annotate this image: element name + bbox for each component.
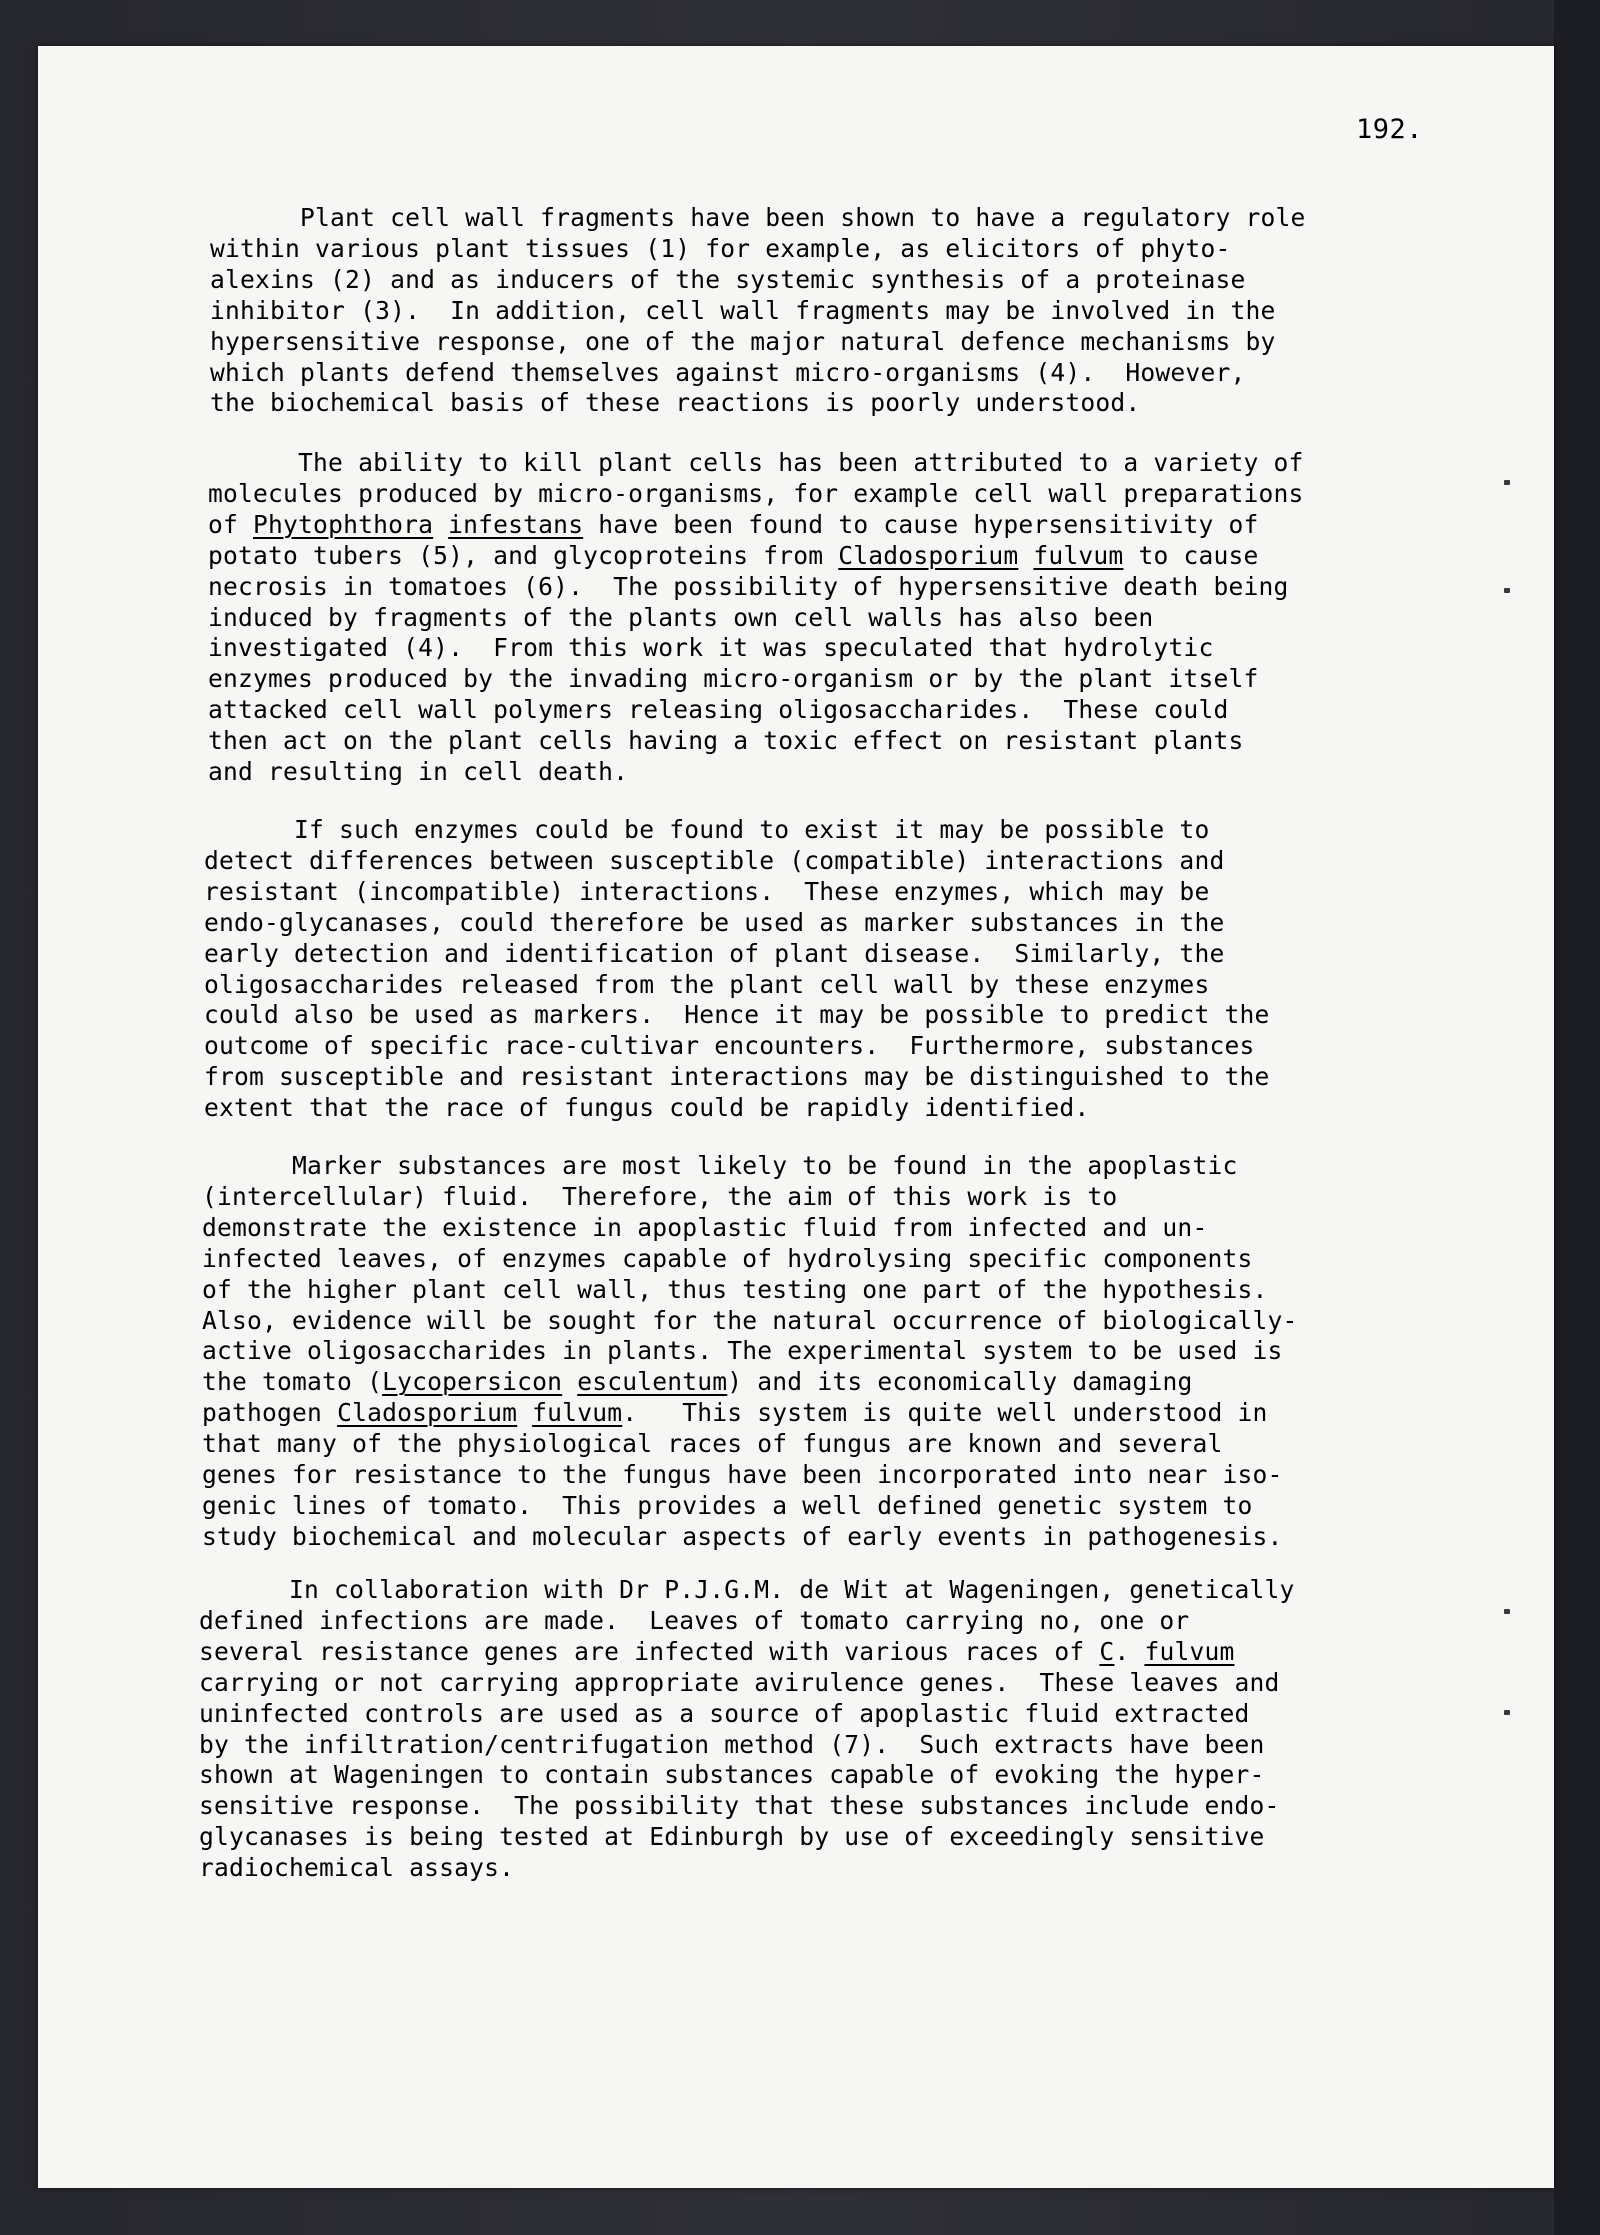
species-name-fulvum: fulvum [1144,1636,1235,1666]
margin-mark [1504,1609,1510,1614]
paragraph-4: Marker substances are most likely to be found in the apoplastic (intercellular) fluid. Therefore, the aim of this work is to demonstrate the existence in apoplastic fluid from infected and un- infected leaves, of enzymes capable of hydrolysing specific components of the higher plant cell wall, thus testing one part of the hypothesis. Also, evidence will be sought for the natural occurrence of biologically- active oligosaccharides in plants. The experimental system to be used is the tomato (Lycopersicon esculentum) and its economically damaging pathogen Cladosporium fulvum. This system is quite well understood in that many of the physiological races of fungus are known and several genes for resistance to the fungus have been incorporated into near iso- genic lines of tomato. This provides a well defined genetic system to study biochemical and molecular aspects of early events in pathogenesis. [202,1151,1298,1551]
scan-edge-strip [1554,0,1600,2235]
species-genus-c: C [1099,1636,1115,1666]
margin-mark [1504,588,1510,593]
species-name-fulvum: fulvum [532,1398,623,1428]
species-name-infestans: infestans [448,509,584,539]
species-genus-lycopersicon: Lycopersicon [382,1367,563,1397]
species-genus-phytophthora: Phytophthora [253,509,434,539]
page-number: 192. [1356,114,1424,145]
species-name-esculentum: esculentum [577,1367,728,1397]
paragraph-2: The ability to kill plant cells has been attributed to a variety of molecules produced by micro-organisms, for example cell wall preparations of Phytophthora infestans have been found to cause hypersensitivity of potato tubers (5), and glycoproteins from Cladosporium fulvum to cause necrosis in tomatoes (6). The possibility of hypersensitive death being induced by fragments of the plants own cell walls has also been investigated (4). From this work it was speculated that hydrolytic enzymes produced by the invading micro-organism or by the plant itself attacked cell wall polymers releasing oligosaccharides. These could then act on the plant cells having a toxic effect on resistant plants and resulting in cell death. [208,448,1304,787]
species-genus-cladosporium: Cladosporium [337,1398,518,1428]
margin-mark [1504,480,1510,485]
margin-mark [1504,1710,1510,1715]
paragraph-1: Plant cell wall fragments have been shown to have a regulatory role within various plant tissues (1) for example, as elicitors of phyto- alexins (2) and as inducers of the systemic synthesis of a proteinase inhibitor (3). In addition, cell wall fragments may be involved in the hypersensitive response, one of the major natural defence mechanisms by which plants defend themselves against micro-organisms (4). However, the biochemical basis of these reactions is poorly understood. [210,203,1306,418]
species-name-fulvum: fulvum [1033,540,1124,570]
species-genus-cladosporium: Cladosporium [838,540,1019,570]
paragraph-5: In collaboration with Dr P.J.G.M. de Wit at Wageningen, genetically defined infections are made. Leaves of tomato carrying no, one or several resistance genes are infected with various races of C. fulvum carrying or not carrying appropriate avirulence genes. These leaves and uninfected controls are used as a source of apoplastic fluid extracted by the infiltration/centrifugation method (7). Such extracts have been shown at Wageningen to contain substances capable of evoking the hyper- sensitive response. The possibility that these substances include endo- glycanases is being tested at Edinburgh by use of exceedingly sensitive radiochemical assays. [199,1575,1295,1883]
paragraph-3: If such enzymes could be found to exist it may be possible to detect differences between susceptible (compatible) interactions and resistant (incompatible) interactions. These enzymes, which may be endo-glycanases, could therefore be used as marker substances in the early detection and identification of plant disease. Similarly, the oligosaccharides released from the plant cell wall by these enzymes could also be used as markers. Hence it may be possible to predict the outcome of specific race-cultivar encounters. Furthermore, substances from susceptible and resistant interactions may be distinguished to the extent that the race of fungus could be rapidly identified. [204,815,1270,1123]
